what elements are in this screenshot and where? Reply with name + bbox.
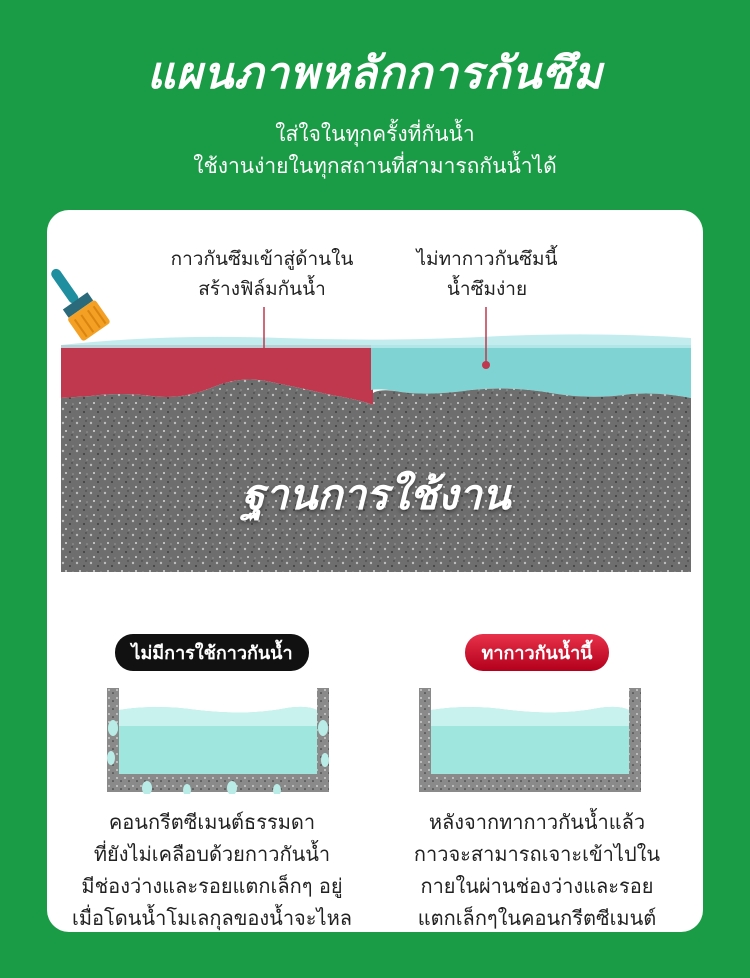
- desc-coated-line-3: กายในผ่านช่องว่างและรอย: [420, 874, 654, 898]
- base-label: ฐานการใช้งาน: [241, 470, 511, 519]
- content-card: [47, 210, 703, 932]
- badge-coated: ทากาวกันน้ำนี้: [465, 634, 608, 671]
- subtitle-line-1: ใส่ใจในทุกครั้งที่กันน้ำ: [275, 122, 475, 146]
- subtitle: [0, 118, 750, 182]
- water-layer: [371, 345, 691, 398]
- desc-coated-line-2: กาวจะสามารถเจาะเข้าไปใน: [413, 842, 661, 866]
- label-coated-line-1: กาวกันซึมเข้าสู่ด้านใน: [170, 248, 354, 270]
- compare-coated: [387, 634, 687, 671]
- page-title: แผนภาพหลักการกันซึม: [146, 48, 604, 99]
- compare-uncoated: [62, 634, 362, 671]
- desc-uncoated-line-2: ที่ยังไม่เคลือบด้วยกาวกันน้ำ: [93, 842, 331, 866]
- desc-coated-line-1: หลังจากทากาวกันน้ำแล้ว: [428, 810, 646, 834]
- desc-uncoated-line-4: เมื่อโดนน้ำโมเลกุลของน้ำจะไหล: [71, 906, 353, 930]
- coated-container-diagram: [419, 688, 641, 794]
- uncoated-container-diagram: [107, 688, 329, 794]
- label-coated: [147, 244, 377, 304]
- pointer-right-dot: [482, 361, 490, 369]
- label-uncoated-line-1: ไม่ทากาวกันซึมนี้: [416, 248, 558, 270]
- badge-uncoated: ไม่มีการใช้กาวกันน้ำ: [115, 634, 308, 671]
- desc-coated-line-4: แตกเล็กๆในคอนกรีตซีเมนต์: [417, 906, 657, 930]
- label-uncoated: [387, 244, 587, 304]
- label-coated-line-2: สร้างฟิล์มกันน้ำ: [198, 278, 326, 300]
- surface-film: [61, 334, 691, 348]
- subtitle-line-2: ใช้งานง่ายในทุกสถานที่สามารถกันน้ำได้: [193, 154, 557, 178]
- desc-uncoated-line-3: มีช่องว่างและรอยแตกเล็กๆ อยู่: [81, 874, 343, 898]
- label-uncoated-line-2: น้ำซึมง่าย: [446, 278, 528, 300]
- pointer-left-dot: [260, 361, 268, 369]
- paintbrush-icon: [43, 260, 113, 350]
- desc-coated: [387, 806, 687, 934]
- desc-uncoated-line-1: คอนกรีตซีเมนต์ธรรมดา: [108, 810, 316, 834]
- desc-uncoated: [62, 806, 362, 934]
